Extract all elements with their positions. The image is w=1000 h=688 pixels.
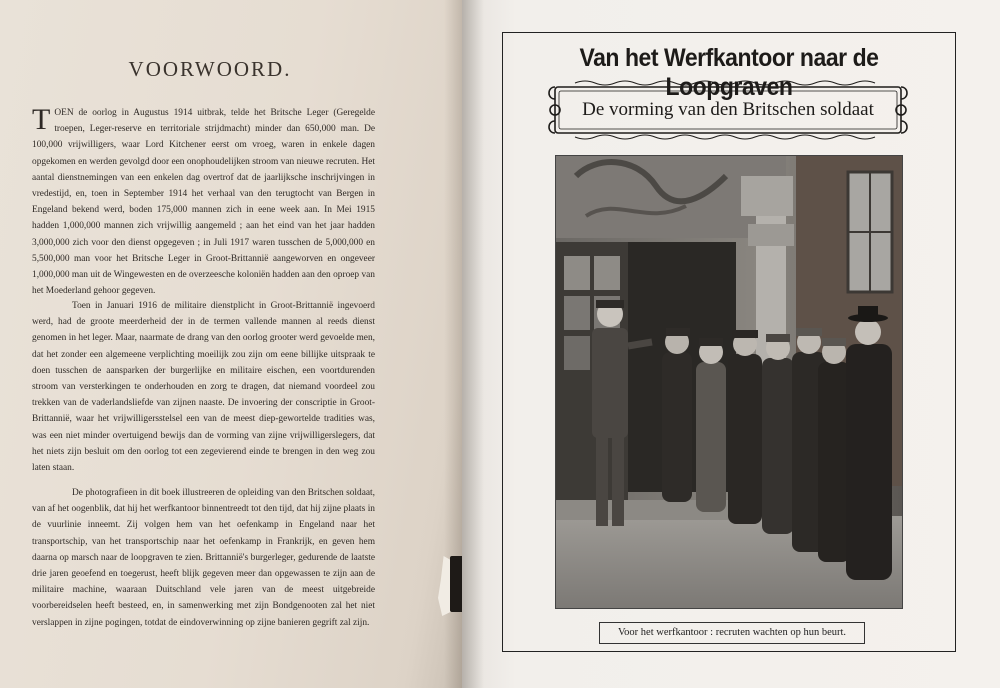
recruits-photo	[555, 155, 903, 609]
paragraph-text: De photografieen in dit boek illustreeren de opleiding van den Britschen soldaat, van af het oogenblik, dat hij het werfkantoor binnentreedt tot den tijd, dat hij zijne plaats in de vuurlinie inneemt. Zij volgen hem van het oefenkamp in Engeland naar het transportschip, van het transportschip naar het oefenkamp in Frankrijk, en geven hem daarna op marsch naar de loopgraven te zien. Brittannië's burgerleger, gedurende de laatste drie jaren geoefend en toegerust, heeft blijk gegeven meer dan opgewassen te zijn aan de militaire machine, waaraan Duitschland vele jaren van de meest uitgebreide voorbereidselen heeft besteed, en, in samenwerking met zijn Bondgenooten zal het niet verslappen in zijne pogingen, totdat de eindoverwinning op zijne banieren gegrift zal zijn.	[32, 488, 375, 628]
photo-caption: Voor het werfkantoor : recruten wachten op hun beurt.	[599, 622, 865, 644]
page-frame	[502, 32, 956, 652]
right-page	[462, 0, 1000, 688]
book-subtitle: De vorming van den Britschen soldaat	[582, 99, 874, 120]
photograph-image	[556, 156, 902, 608]
paragraph-text: Toen in Januari 1916 de militaire dienstplicht in Groot-Brittannië ingevoerd werd, had de groote meerderheid der in de termen vallende mannen al reeds dienst genomen in het leger. Maar, naarmate de drang van den oorlog grooter werd gevoelde men, dat het zonder een algemeene verplichting moeilijk zou zijn om eene billijke uitspraak te doen tusschen de aansparken der burgerlijke en militaire eischen, een voortdurenden stroom van versterkingen te onderhouden en zorg te dragen, dat niemand voordeel zou trekken van de vaderlandsliefde van zijnen naaste. De invoering der conscriptie in Groot-Brittannië, waar het vrijwilligersstelsel een van de meest diep-gewortelde tradities was, was een niet minder overtuigend bewijs dan de vorming van zijne vrijwilligerslegers, dat het niets zijn besluit om den oorlog tot een zegevierend einde te brengen in den weg zou laten staan.	[32, 301, 375, 474]
right-gutter-shadow	[462, 0, 484, 688]
binding-tab	[450, 556, 462, 612]
foreword-paragraph-3	[32, 485, 375, 631]
foreword-heading: VOORWOORD.	[128, 57, 292, 81]
book-title: Van het Werfkantoor naar de Loopgraven	[579, 44, 879, 101]
foreword-paragraph-2	[32, 298, 375, 476]
subtitle-banner	[545, 79, 911, 141]
paragraph-text: OEN de oorlog in Augustus 1914 uitbrak, telde het Britsche Leger (Geregelde troepen, Leger-reserve en territoriale strijdmacht) minder dan 650,000 man. De 100,000 vrijwilligers, waar Lord Kitchener eerst om vroeg, waren in enkele dagen opgekomen en werden gevolgd door een onophoudelijken stroom van nieuwe recruten. Het aantal dienstnemingen van een enkelen dag overtrof dat de jaarlijksche inschrijvingen in vredestijd, en, toen in September 1914 het verhaal van den terugtocht van Bergen in Engeland bekend werd, boden 175,000 mannen zich in eene week aan. In Mei 1915 hadden 1,000,000 mannen zich vrijwillig aangemeld ; aan het eind van het jaar hadden 3,000,000 zich voor den dienst opgegeven ; in Juli 1917 waren tusschen de 5,000,000 en 5,500,000 man voor het Britsche Leger in Groot-Brittannië aangeworven en ongeveer 1,000,000 man uit de Wingewesten en de overzeesche koloniën hadden aan den oproep van het Moederland gehoor gegeven.	[32, 108, 375, 297]
left-page	[0, 0, 462, 688]
drop-cap: T	[32, 103, 51, 136]
foreword-paragraph-1	[32, 105, 375, 299]
